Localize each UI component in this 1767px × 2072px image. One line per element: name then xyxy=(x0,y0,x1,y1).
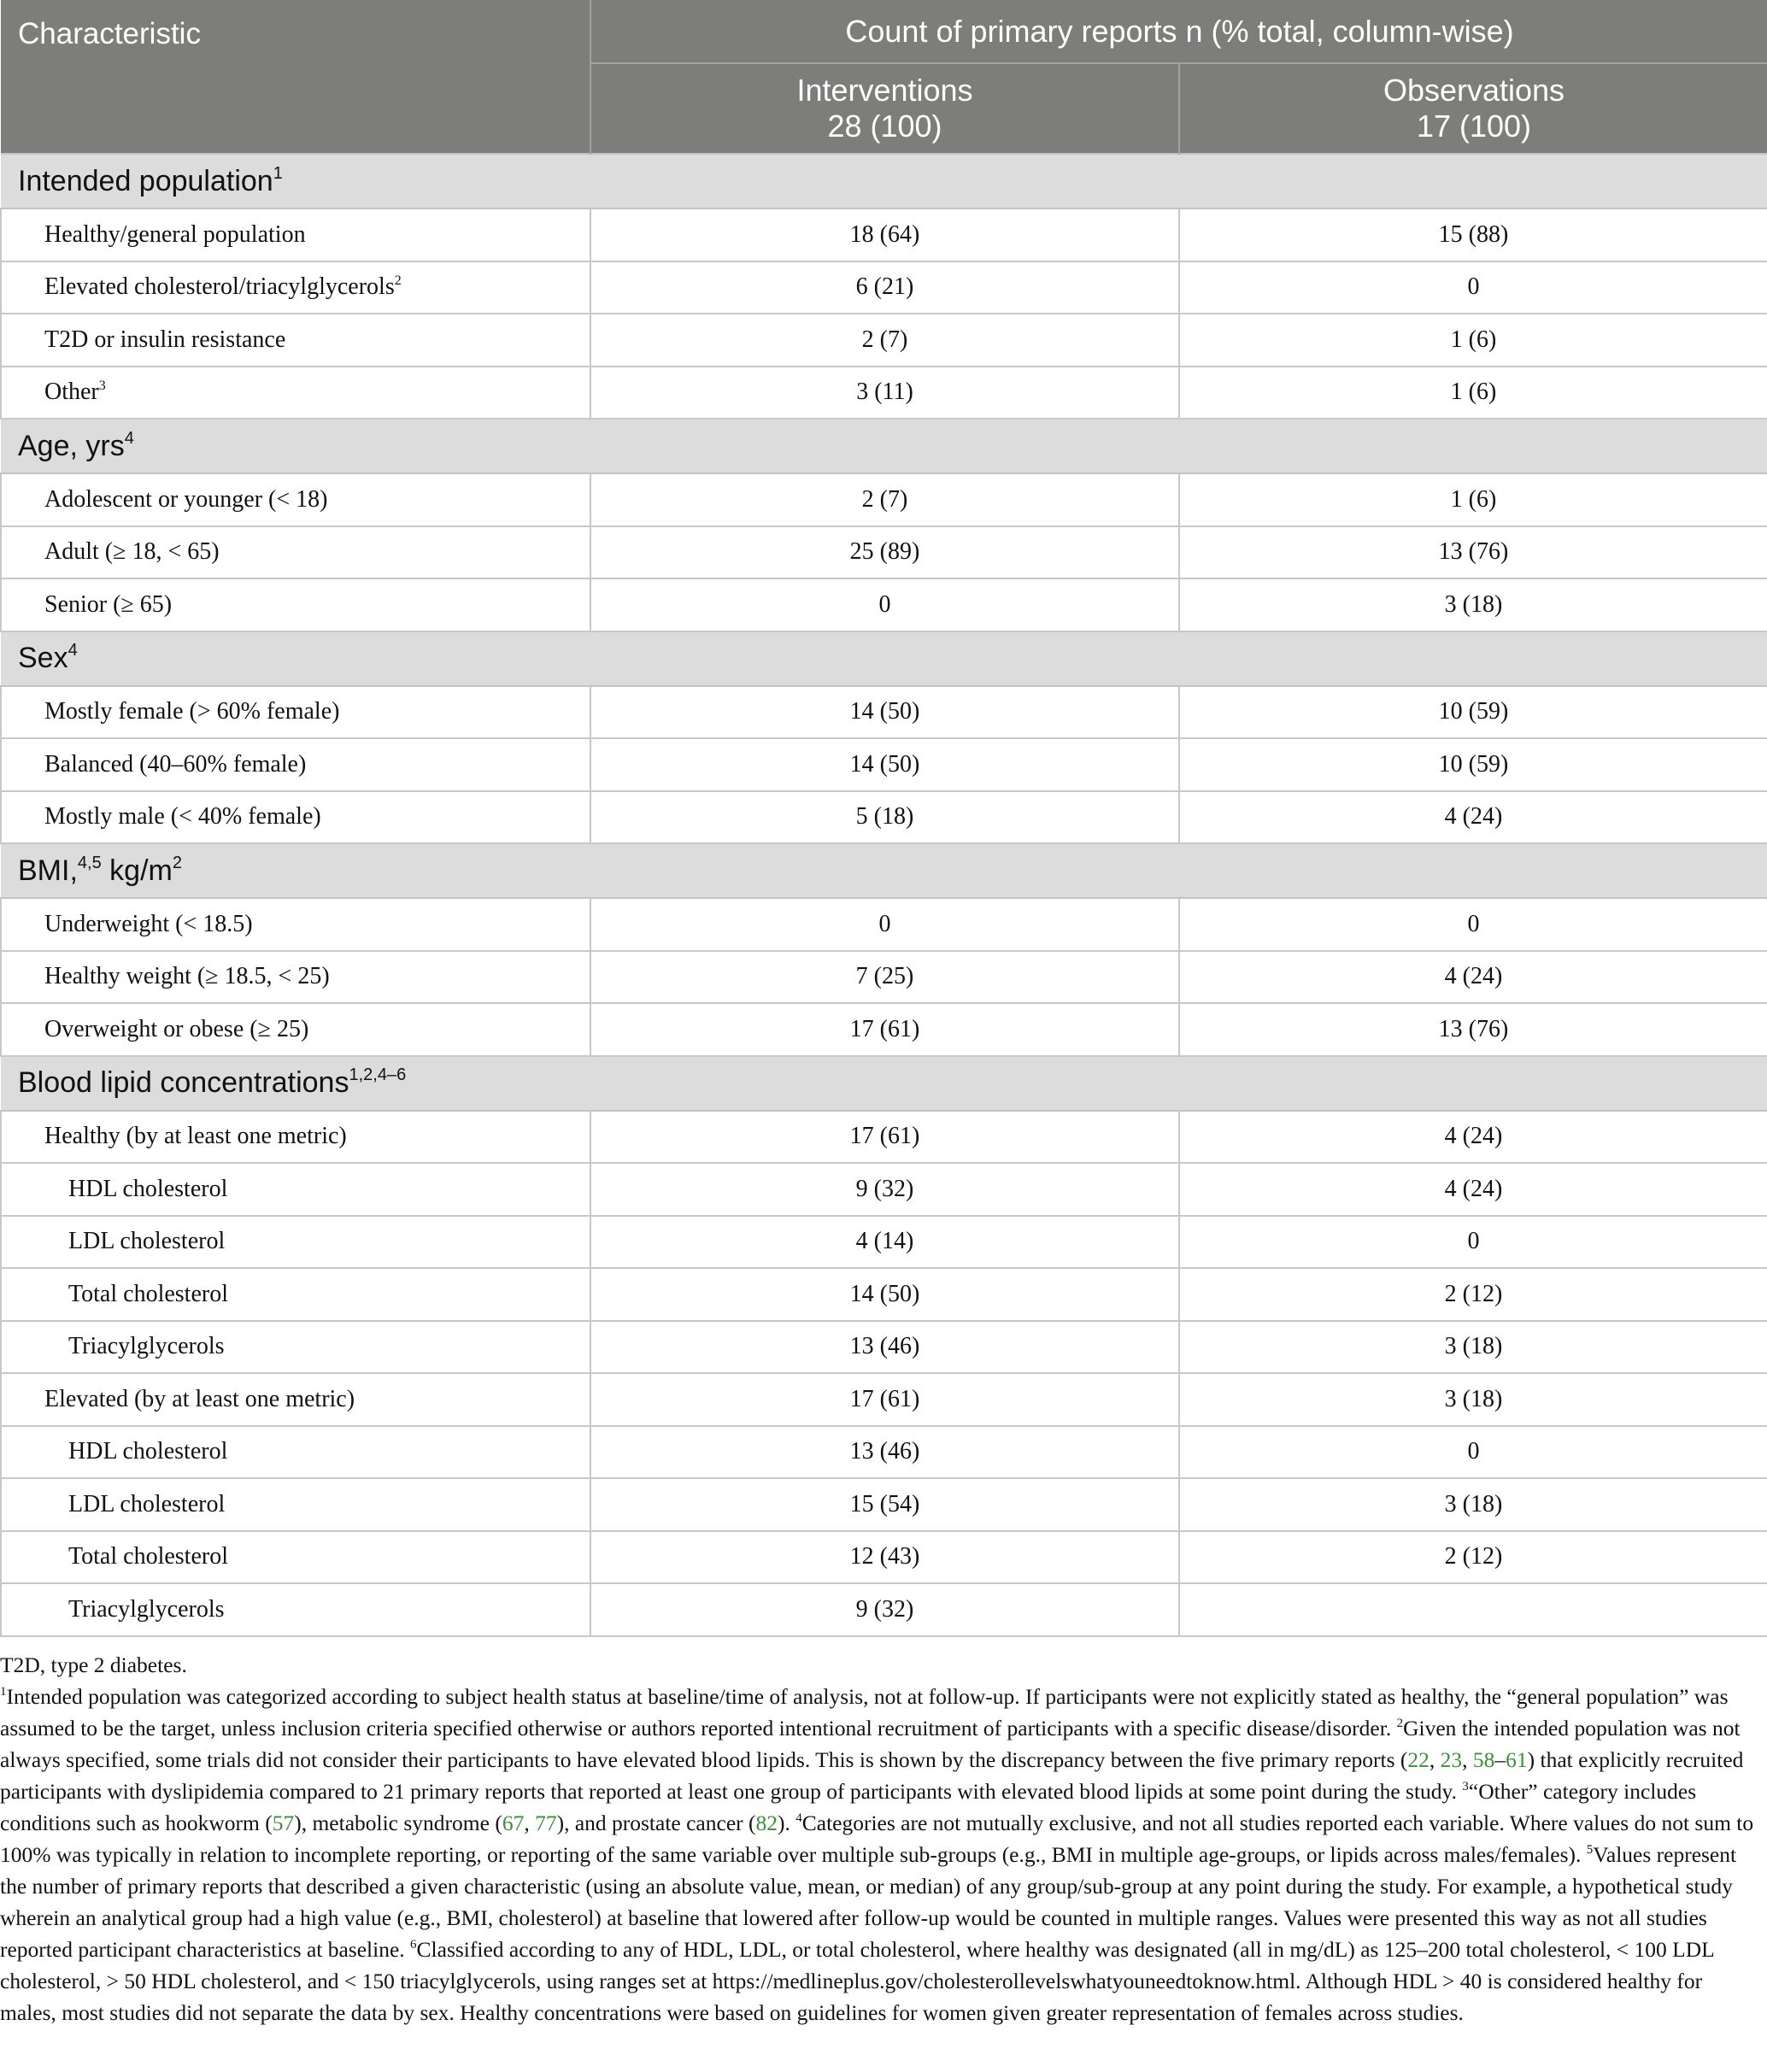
interventions-cell: 13 (46) xyxy=(590,1321,1179,1374)
interventions-cell: 3 (11) xyxy=(590,367,1179,420)
row-label: HDL cholesterol xyxy=(68,1438,228,1465)
table-row xyxy=(1,1373,1767,1426)
reference-link[interactable]: 23 xyxy=(1440,1747,1463,1772)
row-label-superscript: 3 xyxy=(98,379,106,394)
row-label: Triacylglycerols xyxy=(68,1333,225,1360)
table-row xyxy=(1,686,1767,739)
row-label: Adolescent or younger (< 18) xyxy=(44,485,328,513)
interventions-total: 28 (100) xyxy=(827,109,942,144)
interventions-cell: 14 (50) xyxy=(590,738,1179,791)
row-label-cell xyxy=(1,1216,590,1269)
table-row xyxy=(1,1583,1767,1636)
row-label-cell xyxy=(1,1268,590,1321)
section-title: BMI, xyxy=(18,854,78,887)
observations-cell: 1 (6) xyxy=(1179,367,1767,420)
row-label: Triacylglycerols xyxy=(68,1595,225,1623)
table-row xyxy=(1,261,1767,314)
row-label-cell xyxy=(1,1373,590,1426)
row-label-cell xyxy=(1,1321,590,1374)
observations-cell: 10 (59) xyxy=(1179,686,1767,739)
observations-cell: 0 xyxy=(1179,1216,1767,1269)
row-label-cell xyxy=(1,1111,590,1164)
row-label: Total cholesterol xyxy=(68,1543,228,1570)
section-title-cell xyxy=(1,843,1767,898)
interventions-cell: 13 (46) xyxy=(590,1426,1179,1479)
interventions-cell: 5 (18) xyxy=(590,791,1179,844)
observations-cell: 2 (12) xyxy=(1179,1268,1767,1321)
interventions-cell: 17 (61) xyxy=(590,1373,1179,1426)
footnote-marker: 1 xyxy=(0,1685,7,1699)
row-label-cell xyxy=(1,1478,590,1531)
footnote-marker: 3 xyxy=(1462,1780,1469,1793)
row-label: Underweight (< 18.5) xyxy=(44,910,253,937)
table-row xyxy=(1,1426,1767,1479)
section-title: Blood lipid concentrations xyxy=(18,1066,349,1099)
footnote-text: Values represent the number of primary reports that described a given characteristic (using an absolute value, mean, or median) of any group/sub-group at any point during the study. For example, a hypothetical study wherein an analytical group had a high value (e.g., BMI, cholesterol) at baseline that lowered after follow-up would be counted in multiple ranges. Values were presented this way as not all studies reported participant characteristics at baseline. xyxy=(0,1842,1737,1962)
table-row xyxy=(1,1216,1767,1269)
table-footnotes xyxy=(0,1649,1760,2028)
header-observations xyxy=(1179,63,1767,154)
footnote-text: , xyxy=(1429,1747,1441,1772)
section-header-row xyxy=(1,419,1767,473)
observations-cell: 3 (18) xyxy=(1179,1321,1767,1374)
header-count-title: Count of primary reports n (% total, column-wise) xyxy=(590,0,1767,63)
row-label: Total cholesterol xyxy=(68,1280,228,1307)
interventions-cell: 2 (7) xyxy=(590,473,1179,526)
table-row xyxy=(1,951,1767,1004)
interventions-cell: 14 (50) xyxy=(590,1268,1179,1321)
row-label: Healthy/general population xyxy=(44,220,306,248)
row-label-cell xyxy=(1,261,590,314)
observations-label: Observations xyxy=(1382,73,1565,108)
header-interventions xyxy=(590,63,1179,154)
interventions-cell: 17 (61) xyxy=(590,1003,1179,1056)
table-row xyxy=(1,473,1767,526)
footnote-text: – xyxy=(1494,1747,1506,1772)
table-row xyxy=(1,208,1767,261)
interventions-cell: 14 (50) xyxy=(590,686,1179,739)
row-label-cell xyxy=(1,1531,590,1584)
observations-cell: 3 (18) xyxy=(1179,1373,1767,1426)
footnote-marker: 6 xyxy=(410,1938,417,1952)
row-label-cell xyxy=(1,686,590,739)
footnote-text: ) that explicitly recruited participants with dyslipidemia compared to 21 primary reports that reported at least one group of participants with elevated blood lipids at some point during the study. xyxy=(0,1747,1744,1804)
observations-cell: 1 (6) xyxy=(1179,314,1767,367)
row-label-cell xyxy=(1,951,590,1004)
reference-link[interactable]: 57 xyxy=(272,1811,295,1835)
interventions-cell: 0 xyxy=(590,578,1179,631)
reference-link[interactable]: 77 xyxy=(535,1811,557,1835)
row-label-cell xyxy=(1,898,590,951)
observations-cell: 15 (88) xyxy=(1179,208,1767,261)
reference-link[interactable]: 61 xyxy=(1506,1747,1528,1772)
table-row xyxy=(1,1531,1767,1584)
footnote-marker: 5 xyxy=(1586,1843,1594,1857)
footnote-text: “Other” category includes conditions such as hookworm ( xyxy=(0,1779,1697,1835)
footnote-text: Categories are not mutually exclusive, and not all studies reported each variable. Where values do not sum to 100% was typically in relation to incomplete reporting, or reporting of the same variable over multiple sub-groups (e.g., BMI in multiple age-groups, or lipids across males/females). xyxy=(0,1811,1754,1867)
observations-cell: 13 (76) xyxy=(1179,1003,1767,1056)
footnote-text: ). xyxy=(778,1811,796,1835)
row-label: LDL cholesterol xyxy=(68,1228,226,1255)
row-label: Mostly male (< 40% female) xyxy=(44,803,321,831)
table-row xyxy=(1,1321,1767,1374)
table-row xyxy=(1,1003,1767,1056)
section-title-cell xyxy=(1,1056,1767,1111)
interventions-cell: 25 (89) xyxy=(590,526,1179,579)
interventions-cell: 17 (61) xyxy=(590,1111,1179,1164)
footnote-body xyxy=(0,1681,1760,2028)
section-title-superscript: 4 xyxy=(68,641,78,660)
reference-link[interactable]: 22 xyxy=(1407,1747,1429,1772)
interventions-cell: 0 xyxy=(590,898,1179,951)
section-unit-superscript: 2 xyxy=(172,853,182,872)
row-label-cell xyxy=(1,1426,590,1479)
observations-cell: 13 (76) xyxy=(1179,526,1767,579)
section-title: Age, yrs xyxy=(18,429,125,462)
row-label: Elevated cholesterol/triacylglycerols xyxy=(44,273,395,301)
interventions-cell: 15 (54) xyxy=(590,1478,1179,1531)
interventions-cell: 4 (14) xyxy=(590,1216,1179,1269)
table-row xyxy=(1,898,1767,951)
footnote-text: , xyxy=(524,1811,536,1835)
section-title-cell xyxy=(1,154,1767,208)
table-row xyxy=(1,526,1767,579)
section-header-row xyxy=(1,1056,1767,1111)
observations-cell: 4 (24) xyxy=(1179,1111,1767,1164)
header-characteristic: Characteristic xyxy=(1,0,590,154)
row-label-cell xyxy=(1,791,590,844)
table-row xyxy=(1,791,1767,844)
section-title-superscript: 4,5 xyxy=(77,853,102,872)
section-title-cell xyxy=(1,631,1767,686)
observations-cell: 2 (12) xyxy=(1179,1531,1767,1584)
table-row xyxy=(1,1478,1767,1531)
footnote-text: ), metabolic syndrome ( xyxy=(294,1811,502,1835)
interventions-cell: 18 (64) xyxy=(590,208,1179,261)
table-body xyxy=(1,154,1767,1636)
section-title-cell xyxy=(1,419,1767,473)
row-label-superscript: 2 xyxy=(394,273,402,289)
interventions-cell: 9 (32) xyxy=(590,1163,1179,1216)
row-label: Elevated (by at least one metric) xyxy=(44,1385,355,1412)
footnote-text: ), and prostate cancer ( xyxy=(556,1811,756,1835)
observations-cell xyxy=(1179,1583,1767,1636)
row-label-cell xyxy=(1,578,590,631)
footnote-marker: 4 xyxy=(795,1811,802,1825)
section-title: Intended population xyxy=(18,164,273,197)
row-label-cell xyxy=(1,314,590,367)
table-row xyxy=(1,1111,1767,1164)
interventions-cell: 9 (32) xyxy=(590,1583,1179,1636)
footnote-text: Classified according to any of HDL, LDL, or total cholesterol, where healthy was designated (all in mg/dL) as 125–200 total cholesterol, < 100 LDL cholesterol, > 50 HDL cholesterol, and < 150 triacylglycerols, using ranges set at https://medlineplus.gov/cholesterollevelswhatyouneedtoknow.html. Although HDL > 40 is considered healthy for males, most studies did not separate the data by sex. Healthy concentrations were based on guidelines for women given greater representation of females across studies. xyxy=(0,1937,1714,2025)
row-label: LDL cholesterol xyxy=(68,1490,226,1517)
section-title-superscript: 1 xyxy=(273,163,283,183)
row-label-cell xyxy=(1,208,590,261)
interventions-cell: 7 (25) xyxy=(590,951,1179,1004)
row-label: T2D or insulin resistance xyxy=(44,326,286,353)
table-row xyxy=(1,1163,1767,1216)
row-label: Healthy weight (≥ 18.5, < 25) xyxy=(44,963,330,990)
interventions-cell: 6 (21) xyxy=(590,261,1179,314)
row-label-cell xyxy=(1,1583,590,1636)
row-label: Other xyxy=(44,379,99,406)
interventions-label: Interventions xyxy=(796,73,973,108)
row-label: Adult (≥ 18, < 65) xyxy=(44,538,220,566)
reference-link[interactable]: 82 xyxy=(755,1811,778,1835)
row-label: Overweight or obese (≥ 25) xyxy=(44,1015,309,1042)
section-title-superscript: 1,2,4–6 xyxy=(349,1065,407,1084)
observations-cell: 3 (18) xyxy=(1179,578,1767,631)
section-header-row xyxy=(1,631,1767,686)
section-title: Sex xyxy=(18,642,68,674)
footnote-text: , xyxy=(1462,1747,1473,1772)
footnote-text: Given the intended population was not always specified, some trials did not consider their participants to have elevated blood lipids. This is shown by the discrepancy between the five primary reports ( xyxy=(0,1716,1741,1772)
row-label-cell xyxy=(1,738,590,791)
observations-cell: 0 xyxy=(1179,261,1767,314)
row-label: Mostly female (> 60% female) xyxy=(44,698,340,725)
reference-link[interactable]: 58 xyxy=(1472,1747,1495,1772)
table-row xyxy=(1,314,1767,367)
table-row xyxy=(1,738,1767,791)
observations-cell: 3 (18) xyxy=(1179,1478,1767,1531)
interventions-cell: 12 (43) xyxy=(590,1531,1179,1584)
row-label-cell xyxy=(1,526,590,579)
observations-cell: 1 (6) xyxy=(1179,473,1767,526)
row-label-cell xyxy=(1,473,590,526)
table-row xyxy=(1,1268,1767,1321)
reference-link[interactable]: 67 xyxy=(502,1811,525,1835)
table-row xyxy=(1,578,1767,631)
observations-cell: 0 xyxy=(1179,898,1767,951)
footnote-text: Intended population was categorized according to subject health status at baseline/time of analysis, not at follow-up. If participants were not explicitly stated as healthy, the “general population” was assumed to be the target, unless inclusion criteria specified otherwise or authors reported intentional recruitment of participants with a specific disease/disorder. xyxy=(0,1684,1729,1740)
section-title-superscript: 4 xyxy=(124,428,134,448)
row-label-cell xyxy=(1,1003,590,1056)
observations-cell: 4 (24) xyxy=(1179,951,1767,1004)
observations-cell: 4 (24) xyxy=(1179,1163,1767,1216)
table-row xyxy=(1,367,1767,420)
section-header-row xyxy=(1,154,1767,208)
section-header-row xyxy=(1,843,1767,898)
row-label: Balanced (40–60% female) xyxy=(44,750,307,778)
row-label: Senior (≥ 65) xyxy=(44,590,173,618)
footnote-abbreviation: T2D, type 2 diabetes. xyxy=(0,1652,187,1677)
observations-cell: 4 (24) xyxy=(1179,791,1767,844)
row-label-cell xyxy=(1,367,590,420)
observations-cell: 0 xyxy=(1179,1426,1767,1479)
row-label-cell xyxy=(1,1163,590,1216)
footnote-marker: 2 xyxy=(1396,1717,1404,1730)
section-title-unit: kg/m xyxy=(101,854,173,887)
observations-total: 17 (100) xyxy=(1416,109,1532,144)
row-label: Healthy (by at least one metric) xyxy=(44,1123,347,1150)
interventions-cell: 2 (7) xyxy=(590,314,1179,367)
row-label: HDL cholesterol xyxy=(68,1175,228,1202)
observations-cell: 10 (59) xyxy=(1179,738,1767,791)
